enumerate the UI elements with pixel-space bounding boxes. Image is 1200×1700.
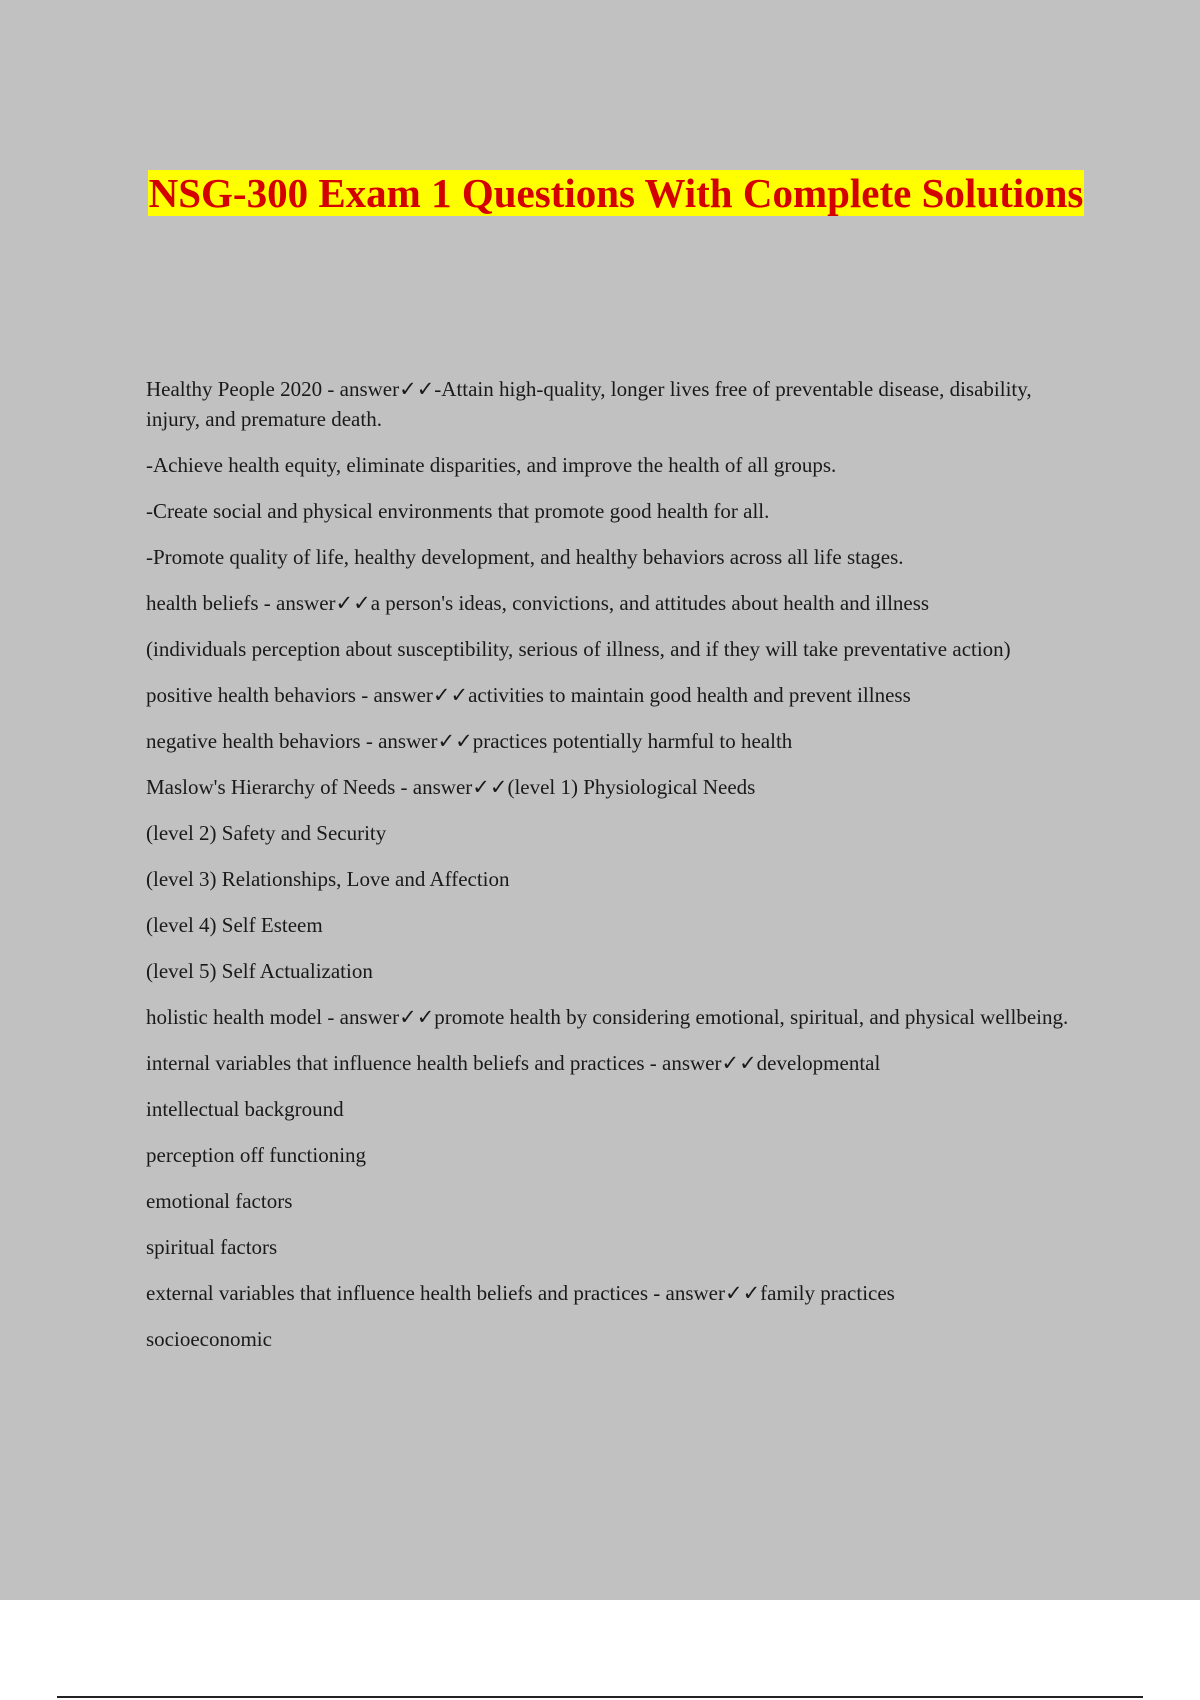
paragraph: intellectual background bbox=[146, 1097, 344, 1121]
document-body bbox=[146, 374, 1086, 1370]
paragraph: negative health behaviors - answer✓✓practices potentially harmful to health bbox=[146, 729, 793, 753]
paragraph: (individuals perception about susceptibility, serious of illness, and if they will take preventative action) bbox=[146, 637, 1011, 661]
paragraph: -Achieve health equity, eliminate disparities, and improve the health of all groups. bbox=[146, 453, 837, 477]
paragraph: Healthy People 2020 - answer✓✓-Attain high-quality, longer lives free of preventable disease, disability, injury, and premature death. bbox=[146, 377, 1032, 431]
paragraph: Maslow's Hierarchy of Needs - answer✓✓(level 1) Physiological Needs bbox=[146, 775, 756, 799]
paragraph: health beliefs - answer✓✓a person's ideas, convictions, and attitudes about health and illness bbox=[146, 591, 930, 615]
footer-divider bbox=[57, 1696, 1143, 1698]
paragraph: holistic health model - answer✓✓promote health by considering emotional, spiritual, and physical wellbeing. bbox=[146, 1005, 1069, 1029]
paragraph: spiritual factors bbox=[146, 1235, 278, 1259]
paragraph: (level 5) Self Actualization bbox=[146, 959, 373, 983]
paragraph: -Promote quality of life, healthy development, and healthy behaviors across all life stages. bbox=[146, 545, 904, 569]
paragraph: internal variables that influence health beliefs and practices - answer✓✓developmental bbox=[146, 1051, 881, 1075]
paragraph: socioeconomic bbox=[146, 1327, 272, 1351]
title-block bbox=[140, 166, 1092, 230]
paragraph: perception off functioning bbox=[146, 1143, 367, 1167]
paragraph: (level 4) Self Esteem bbox=[146, 913, 323, 937]
paragraph: emotional factors bbox=[146, 1189, 293, 1213]
paragraph: (level 3) Relationships, Love and Affection bbox=[146, 867, 510, 891]
paragraph: external variables that influence health beliefs and practices - answer✓✓family practices bbox=[146, 1281, 895, 1305]
paragraph: (level 2) Safety and Security bbox=[146, 821, 387, 845]
document-title: NSG-300 Exam 1 Questions With Complete Solutions bbox=[148, 170, 1084, 216]
paragraph: -Create social and physical environments that promote good health for all. bbox=[146, 499, 770, 523]
paragraph: positive health behaviors - answer✓✓activities to maintain good health and prevent illness bbox=[146, 683, 911, 707]
